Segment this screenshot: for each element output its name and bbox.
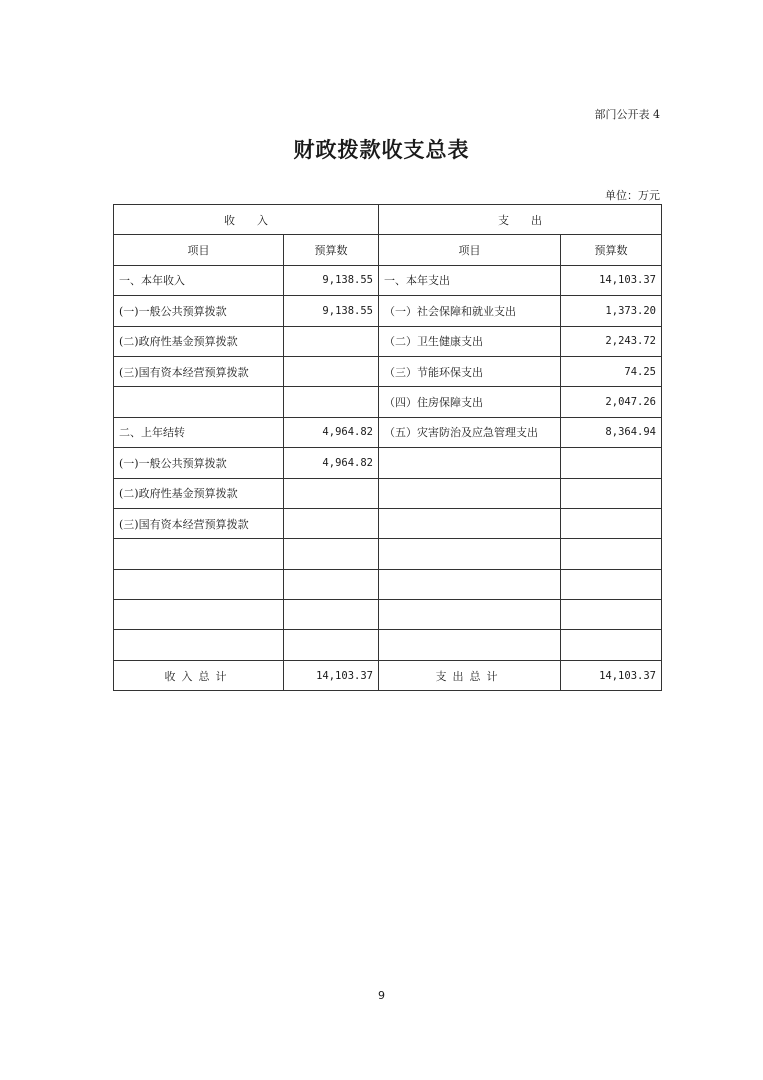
expense-value-cell: 2,047.26 [561,387,662,417]
expense-item-cell: （三）节能环保支出 [379,356,561,386]
expense-value-cell [561,600,662,630]
expense-item-cell [379,508,561,538]
total-expense-value: 14,103.37 [561,660,662,690]
table-row [114,508,662,538]
budget-table [113,204,662,691]
expense-value-cell: 8,364.94 [561,417,662,447]
expense-item-cell [379,539,561,569]
expense-value-cell [561,630,662,660]
table-row [114,600,662,630]
income-value-cell [284,539,379,569]
income-item-cell: (三)国有资本经营预算拨款 [114,356,284,386]
income-value-cell [284,478,379,508]
table-row [114,326,662,356]
income-item-cell: (三)国有资本经营预算拨款 [114,508,284,538]
total-income-label: 收入总计 [114,660,284,690]
income-value-cell [284,600,379,630]
expense-value-cell [561,539,662,569]
page-number: 9 [378,989,385,1002]
total-expense-label: 支出总计 [379,660,561,690]
table-row [114,569,662,599]
expense-value-cell [561,478,662,508]
income-value-cell [284,569,379,599]
expense-value-cell: 74.25 [561,356,662,386]
expense-value-cell: 1,373.20 [561,296,662,326]
expense-item-cell [379,569,561,599]
table-row [114,539,662,569]
table-row [114,296,662,326]
income-group-header: 收 入 [114,205,379,235]
table-row [114,448,662,478]
income-item-cell: (一)一般公共预算拨款 [114,296,284,326]
income-item-cell [114,387,284,417]
income-item-cell: (二)政府性基金预算拨款 [114,326,284,356]
expense-item-cell [379,630,561,660]
income-value-cell: 4,964.82 [284,417,379,447]
table-number-label: 部门公开表 4 [594,108,660,121]
income-value-cell [284,630,379,660]
table-row [114,417,662,447]
income-item-cell: (一)一般公共预算拨款 [114,448,284,478]
income-value-cell: 9,138.55 [284,296,379,326]
expense-value-cell [561,448,662,478]
unit-label: 单位：万元 [605,189,660,202]
income-item-cell [114,539,284,569]
column-header-row [114,235,662,265]
table-row [114,356,662,386]
expense-item-cell: （二）卫生健康支出 [379,326,561,356]
income-value-cell: 9,138.55 [284,265,379,295]
expense-item-cell [379,448,561,478]
expense-value-cell [561,569,662,599]
expense-item-header: 项目 [379,235,561,265]
expense-group-header: 支 出 [379,205,662,235]
income-item-cell: (二)政府性基金预算拨款 [114,478,284,508]
income-item-cell [114,569,284,599]
expense-item-cell: （四）住房保障支出 [379,387,561,417]
total-row [114,660,662,690]
expense-budget-header: 预算数 [561,235,662,265]
expense-item-cell: （五）灾害防治及应急管理支出 [379,417,561,447]
expense-value-cell [561,508,662,538]
expense-value-cell: 2,243.72 [561,326,662,356]
table-row [114,265,662,295]
expense-item-cell: 一、本年支出 [379,265,561,295]
group-header-row [114,205,662,235]
table-row [114,387,662,417]
table-row [114,478,662,508]
income-item-cell: 二、上年结转 [114,417,284,447]
income-value-cell: 4,964.82 [284,448,379,478]
income-value-cell [284,508,379,538]
income-item-header: 项目 [114,235,284,265]
page-title: 财政拨款收支总表 [293,138,470,162]
income-budget-header: 预算数 [284,235,379,265]
total-income-value: 14,103.37 [284,660,379,690]
income-item-cell [114,600,284,630]
expense-value-cell: 14,103.37 [561,265,662,295]
expense-item-cell [379,478,561,508]
income-value-cell [284,356,379,386]
income-value-cell [284,387,379,417]
expense-item-cell: （一）社会保障和就业支出 [379,296,561,326]
expense-item-cell [379,600,561,630]
income-item-cell [114,630,284,660]
income-item-cell: 一、本年收入 [114,265,284,295]
income-value-cell [284,326,379,356]
table-row [114,630,662,660]
